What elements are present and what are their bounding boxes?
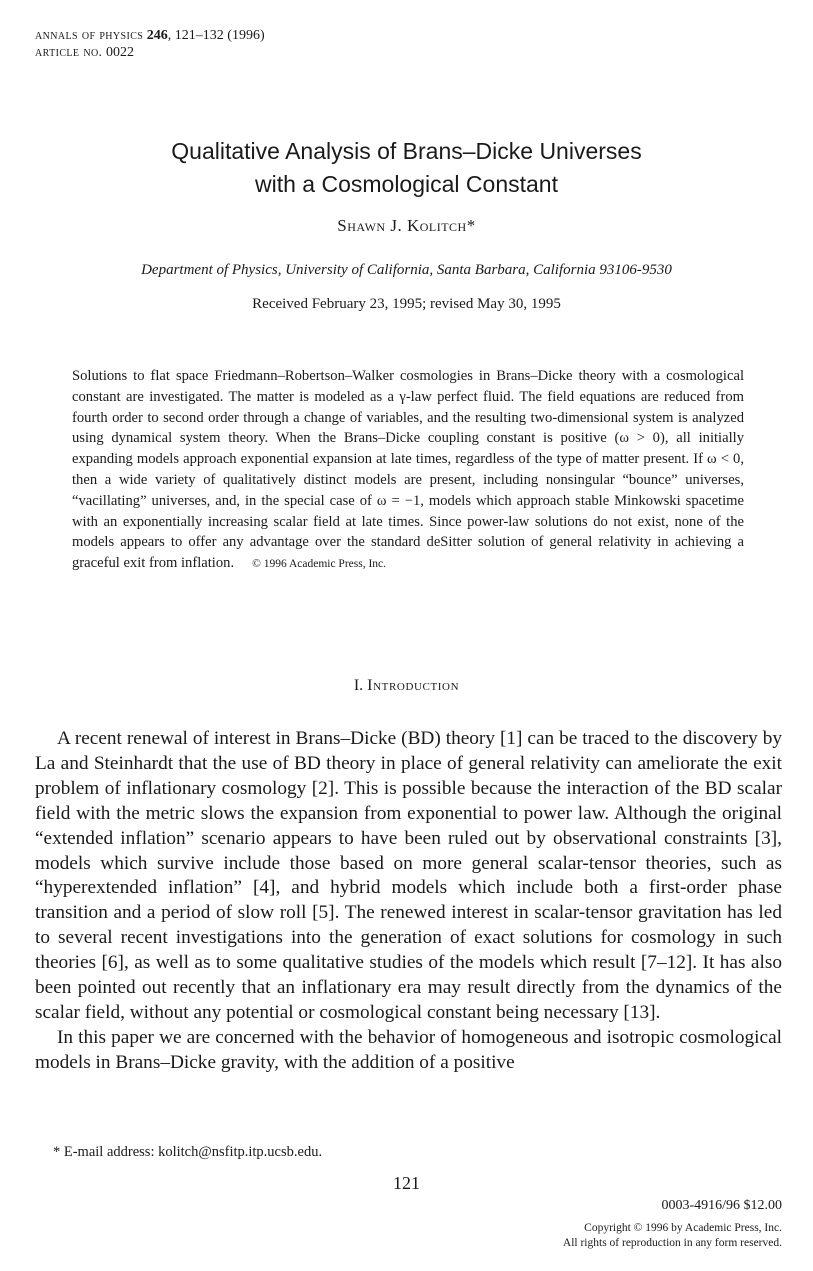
- copyright-line: Copyright © 1996 by Academic Press, Inc.: [584, 1222, 782, 1234]
- footnote: * E-mail address: kolitch@nsfitp.itp.ucsb.edu.: [53, 1144, 323, 1160]
- journal-citation: [35, 27, 265, 61]
- author-affiliation: Department of Physics, University of California, Santa Barbara, California 93106-9530: [141, 262, 672, 278]
- abstract-text: Solutions to flat space Friedmann–Robertson–Walker cosmologies in Brans–Dicke theory with a cosmological constant are investigated. The matter is modeled as a γ-law perfect fluid. The field equations are reduced from fourth order to second order through a change of variables, and the resulting two-dimensional system is analyzed using dynamical system theory. When the Brans–Dicke coupling constant is positive (ω > 0), all initially expanding models approach exponential expansion at late times, regardless of the type of matter present. If ω < 0, then a wide variety of qualitatively distinct models are present, including nonsingular “bounce” universes, “vacillating” universes, and, in the special case of ω = −1, models which approach stable Minkowski spacetime with an exponentially increasing scalar field at late times. Since power-law solutions do not exist, none of the models appears to offer any advantage over the standard deSitter solution of general relativity in achieving a graceful exit from inflation.: [72, 368, 744, 572]
- abstract: [72, 366, 744, 575]
- author-name: Shawn J. Kolitch*: [337, 216, 476, 235]
- article-number: 0022: [105, 45, 134, 60]
- section-heading: [0, 677, 813, 695]
- page-number: 121: [393, 1173, 420, 1193]
- journal-line: [35, 27, 265, 44]
- body-paragraph-2: In this paper we are concerned with the behavior of homogeneous and isotropic cosmological models in Brans–Dicke gravity, with the addition of a positive: [35, 1026, 782, 1073]
- issn-price: 0003-4916/96 $12.00: [661, 1198, 782, 1213]
- paper-title: [0, 135, 813, 201]
- title-line-1: Qualitative Analysis of Brans–Dicke Universes: [171, 138, 642, 164]
- journal-volume: 246: [146, 28, 168, 43]
- journal-name: annals of physics: [35, 28, 144, 43]
- received-dates: Received February 23, 1995; revised May 30, 1995: [252, 296, 561, 312]
- body-text: [35, 727, 782, 1076]
- article-label: article no.: [35, 45, 103, 60]
- section-title: Introduction: [367, 677, 460, 694]
- journal-pages-year: , 121–132 (1996): [167, 28, 265, 43]
- rights-line: All rights of reproduction in any form reserved.: [562, 1237, 782, 1249]
- title-line-2: with a Cosmological Constant: [255, 171, 558, 197]
- article-number-line: [35, 44, 265, 61]
- abstract-copyright: © 1996 Academic Press, Inc.: [252, 558, 387, 571]
- section-number: I.: [353, 677, 364, 694]
- body-paragraph-1: A recent renewal of interest in Brans–Dicke (BD) theory [1] can be traced to the discovery by La and Steinhardt that the use of BD theory in place of general relativity can ameliorate the exit problem of inflationary cosmology [2]. This is possible because the interaction of the BD scalar field with the metric slows the expansion from exponential to power law. Although the original “extended inflation” scenario appears to have been ruled out by observational constraints [3], models which survive include those based on more general scalar-tensor theories, such as “hyperextended inflation” [4], and hybrid models which include both a first-order phase transition and a period of slow roll [5]. The renewed interest in scalar-tensor gravitation has led to several recent investigations into the generation of exact solutions for cosmology in such theories [6], as well as to some qualitative studies of the models which result [7–12]. It has also been pointed out recently that an inflationary era may result directly from the dynamics of the scalar field, without any potential or cosmological constant being necessary [13].: [35, 728, 782, 1023]
- copyright-notice: [563, 1221, 782, 1251]
